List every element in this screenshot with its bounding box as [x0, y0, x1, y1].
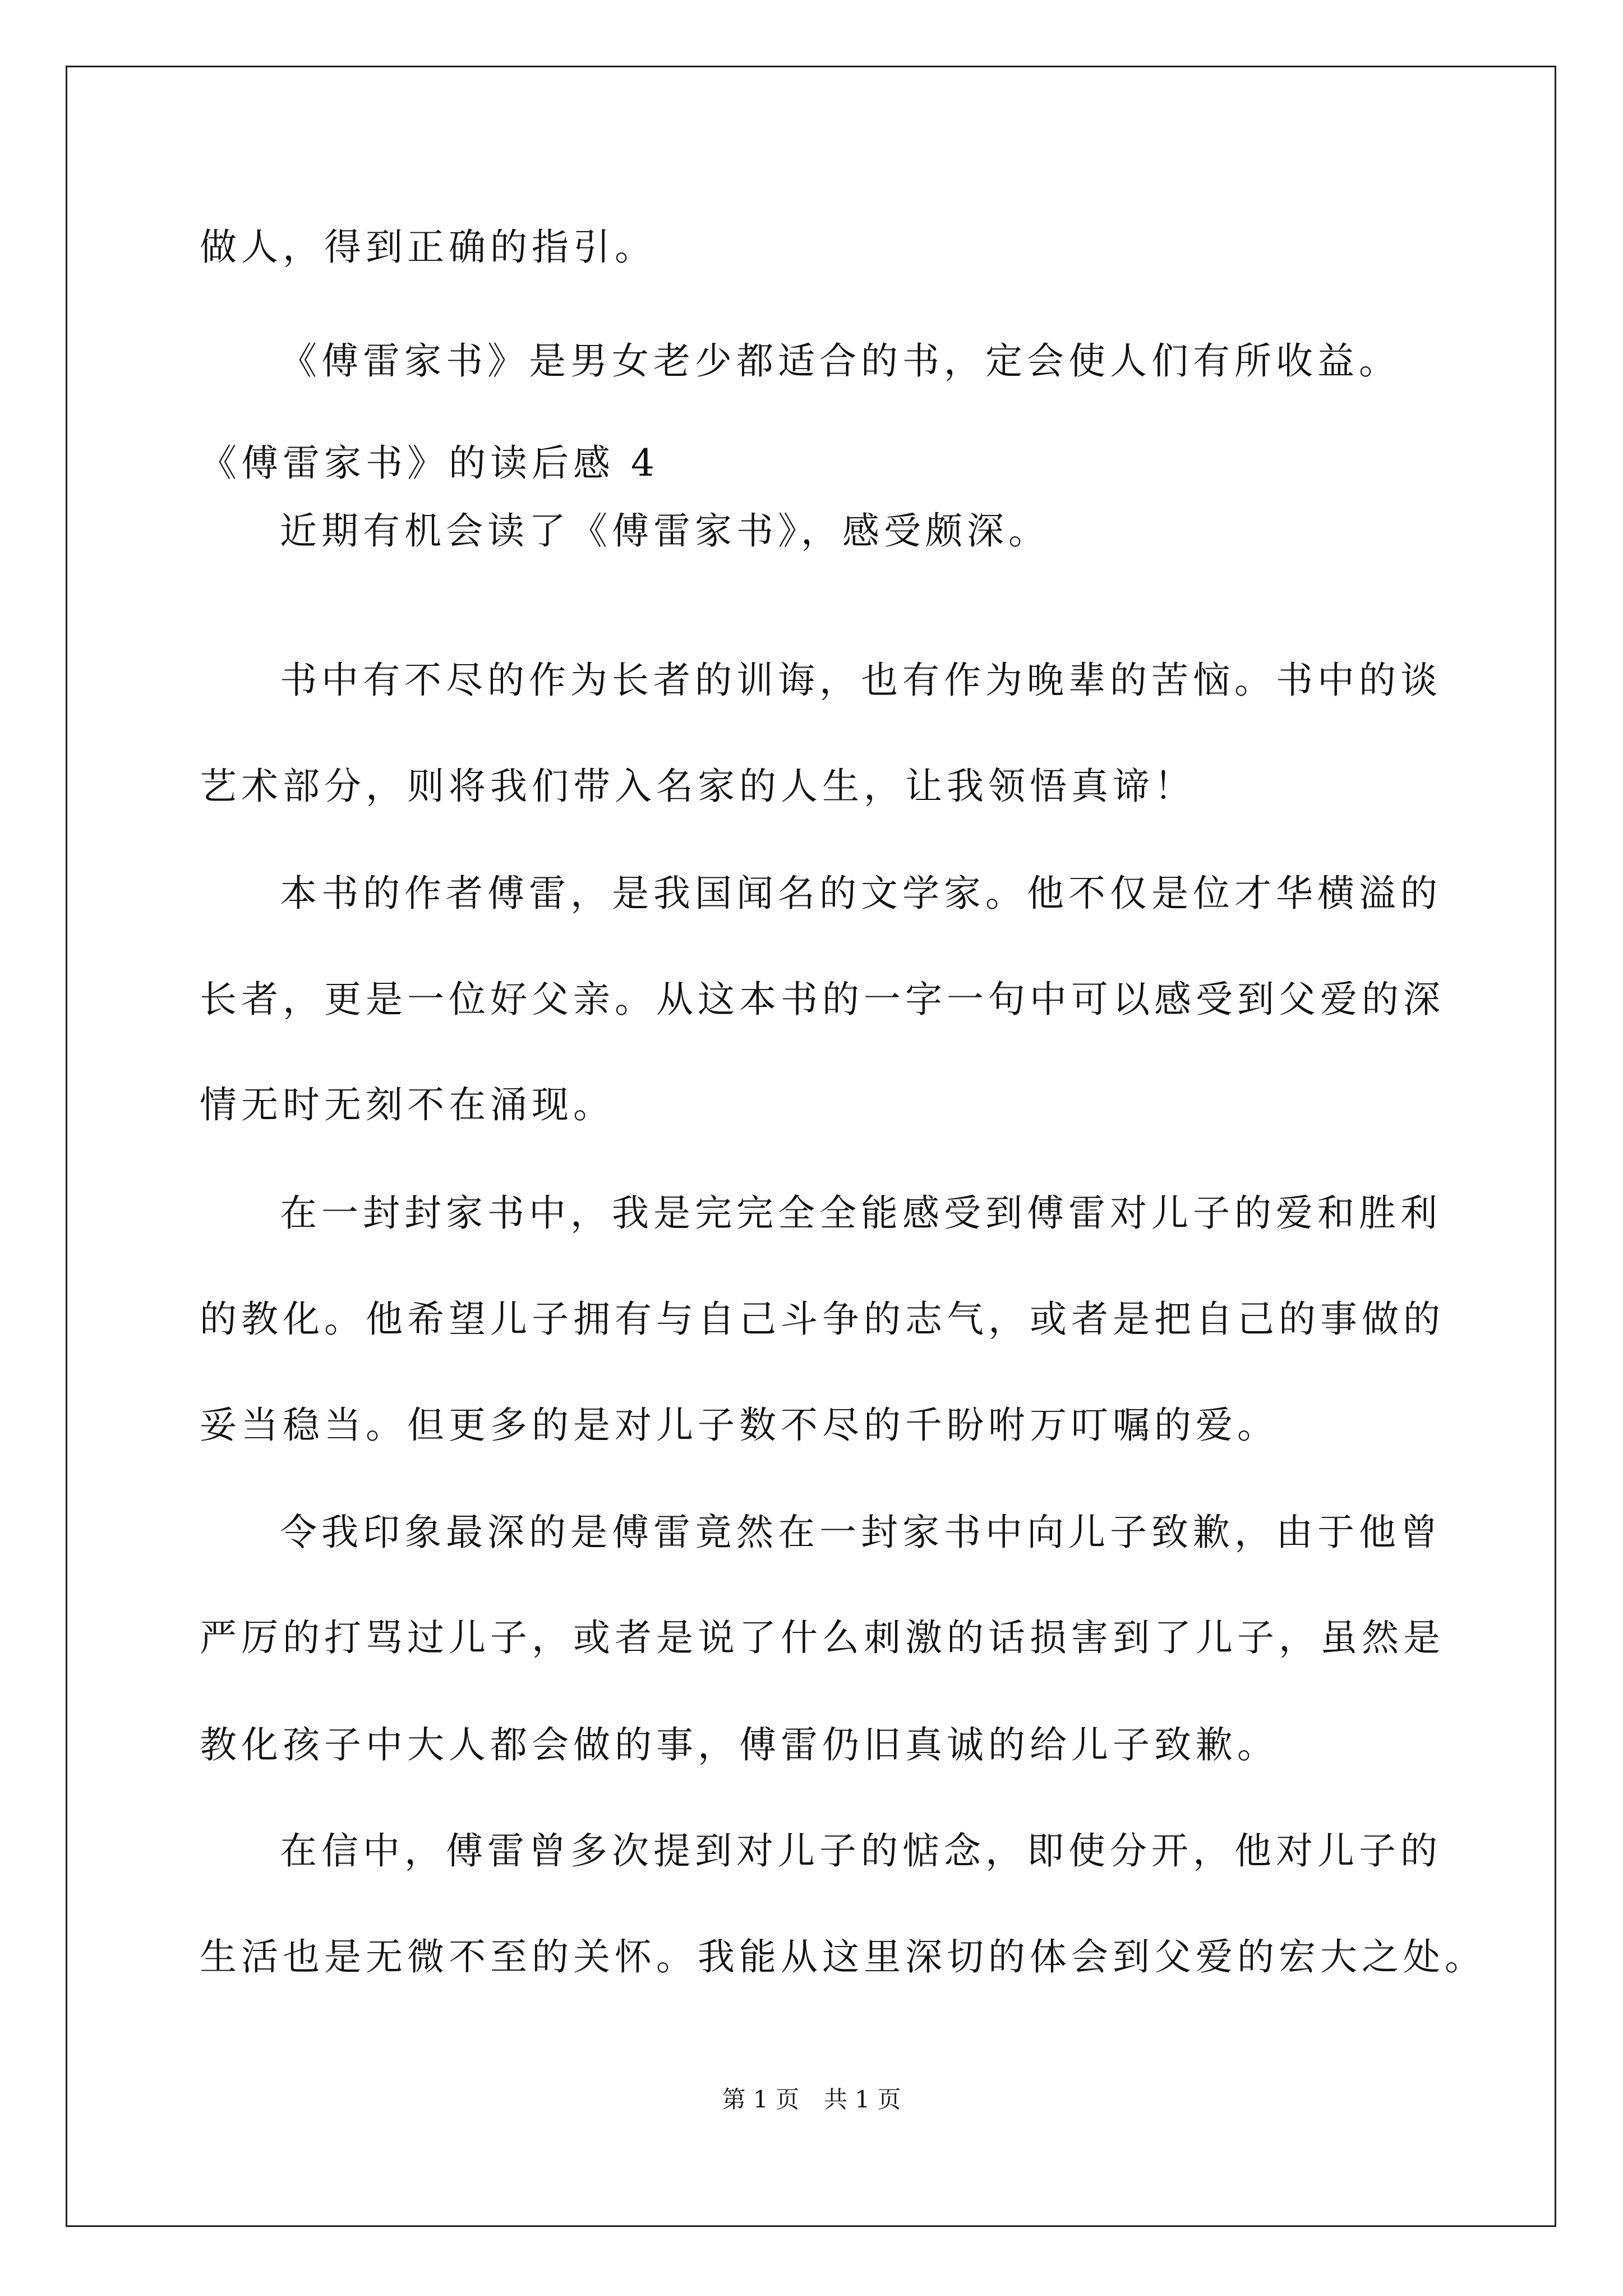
- text-line: 艺术部分，则将我们带入名家的人生，让我领悟真谛！: [200, 765, 1196, 808]
- text-line: 在信中，傅雷曾多次提到对儿子的惦念，即使分开，他对儿子的: [280, 1829, 1442, 1872]
- page-number: 第 1 页: [722, 2086, 799, 2113]
- text-line: 本书的作者傅雷，是我国闻名的文学家。他不仅是位才华横溢的: [280, 872, 1442, 915]
- page-footer: [0, 2088, 1623, 2111]
- text-line: 教化孩子中大人都会做的事，傅雷仍旧真诚的给儿子致歉。: [200, 1723, 1279, 1766]
- section-heading: 《傅雷家书》的读后感 4: [200, 441, 659, 485]
- page-total: 共 1 页: [824, 2086, 901, 2113]
- text-line: 书中有不尽的作为长者的训诲，也有作为晚辈的苦恼。书中的谈: [280, 659, 1442, 702]
- text-line: 在一封封家书中，我是完完全全能感受到傅雷对儿子的爱和胜利: [280, 1191, 1442, 1235]
- text-line: 《傅雷家书》是男女老少都适合的书，定会使人们有所收益。: [280, 339, 1400, 383]
- text-line: 生活也是无微不至的关怀。我能从这里深切的体会到父爱的宏大之处。: [200, 1935, 1486, 1978]
- text-line: 做人，得到正确的指引。: [200, 226, 656, 269]
- text-line: 令我印象最深的是傅雷竟然在一封家书中向儿子致歉，由于他曾: [280, 1511, 1442, 1554]
- text-line: 严厉的打骂过儿子，或者是说了什么刺激的话损害到了儿子，虽然是: [200, 1616, 1445, 1659]
- page-border: [66, 66, 1556, 2227]
- text-line: 长者，更是一位好父亲。从这本书的一字一句中可以感受到父爱的深: [200, 978, 1445, 1021]
- text-line: 妥当稳当。但更多的是对儿子数不尽的千盼咐万叮嘱的爱。: [200, 1404, 1279, 1447]
- text-line: 情无时无刻不在涌现。: [200, 1083, 615, 1126]
- text-line: 近期有机会读了《傅雷家书》，感受颇深。: [280, 509, 1050, 553]
- text-line: 的教化。他希望儿子拥有与自己斗争的志气，或者是把自己的事做的: [200, 1297, 1445, 1341]
